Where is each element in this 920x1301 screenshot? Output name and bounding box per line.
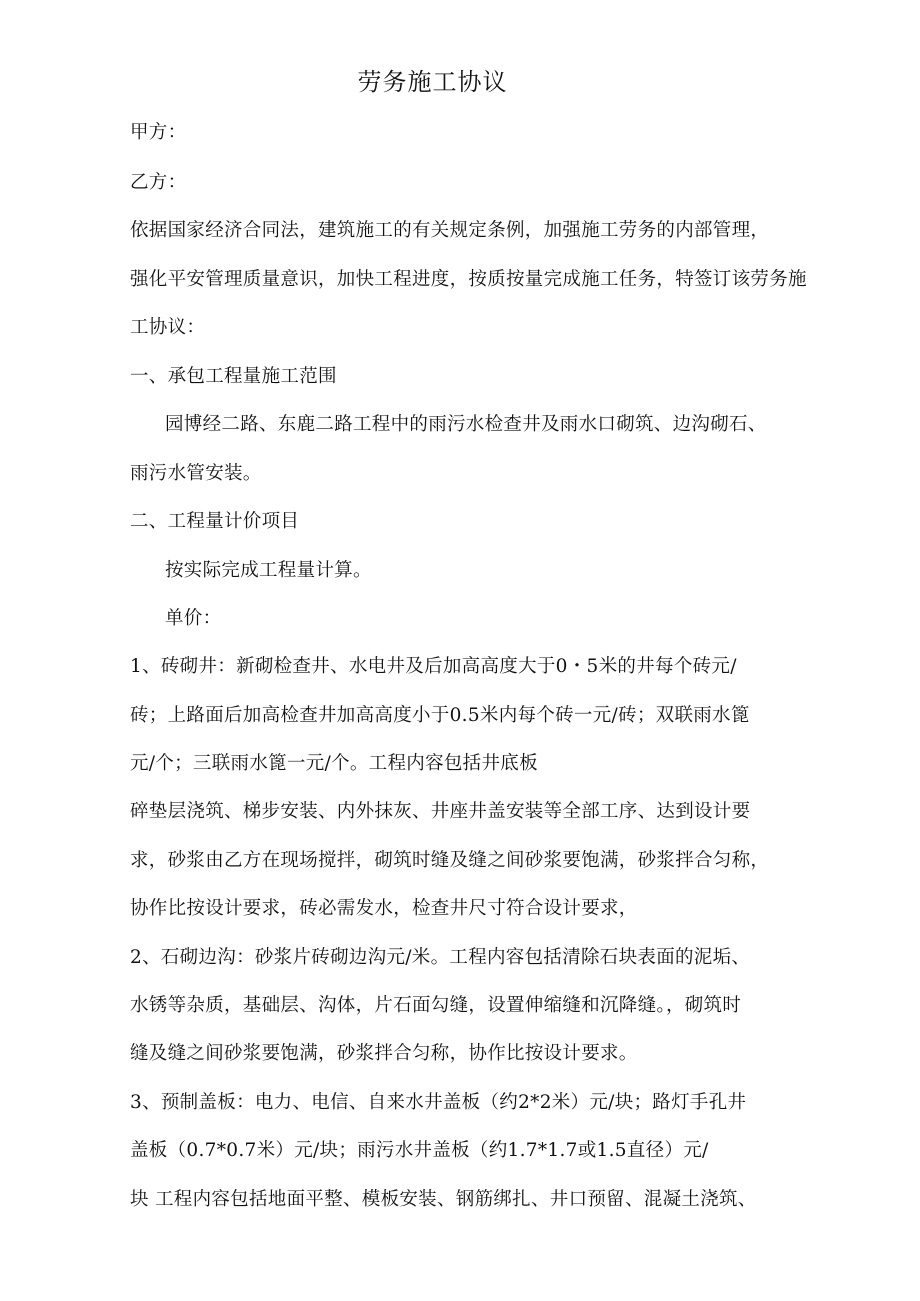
paragraph-line: 水锈等杂质，基础层、沟体，片石面勾缝，设置伸缩缝和沉降缝。，砌筑时 [130, 995, 742, 1016]
paragraph-line: 元/个；三联雨水篦一元/个。工程内容包括井底板 [130, 753, 538, 774]
section-heading: 二、工程量计价项目 [130, 511, 300, 532]
paragraph-line: 1、砖砌井：新砌检查井、水电井及后加高高度大于0・5米的井每个砖元/ [130, 656, 737, 677]
paragraph-line: 依据国家经济合同法，建筑施工的有关规定条例，加强施工劳务的内部管理， [130, 220, 770, 241]
paragraph-line: 2、石砌边沟：砂浆片砖砌边沟元/米。工程内容包括清除石块表面的泥垢、 [130, 947, 751, 968]
party-b-line: 乙方： [130, 172, 187, 193]
paragraph-line: 雨污水管安装。 [130, 463, 262, 484]
paragraph-line: 块 工程内容包括地面平整、模板安装、钢筋绑扎、井口预留、混凝土浇筑、 [130, 1189, 757, 1210]
paragraph-line: 强化平安管理质量意识，加快工程进度，按质按量完成施工任务，特签订该劳务施 [130, 269, 807, 290]
paragraph-line: 工协议： [130, 317, 206, 338]
section-heading: 一、承包工程量施工范围 [130, 366, 337, 387]
paragraph-line: 碎垫层浇筑、梯步安装、内外抹灰、井座井盖安装等全部工序、达到设计要 [130, 801, 751, 822]
paragraph-line: 按实际完成工程量计算。 [165, 560, 372, 581]
paragraph-line: 协作比按设计要求，砖必需发水，检查井尺寸符合设计要求， [130, 898, 638, 919]
paragraph-line: 缝及缝之间砂浆要饱满，砂浆拌合匀称，协作比按设计要求。 [130, 1043, 638, 1064]
paragraph-line: 砖；上路面后加高检查井加高高度小于0.5米内每个砖一元/砖；双联雨水篦 [130, 705, 750, 726]
paragraph-line: 3、预制盖板：电力、电信、自来水井盖板（约2*2米）元/块；路灯手孔井 [130, 1092, 747, 1113]
paragraph-line: 盖板（0.7*0.7米）元/块；雨污水井盖板（约1.7*1.7或1.5直径）元/ [130, 1140, 709, 1161]
document-title: 劳务施工协议 [357, 68, 508, 96]
party-a-line: 甲方： [130, 122, 187, 143]
paragraph-line: 园博经二路、东鹿二路工程中的雨污水检查井及雨水口砌筑、边沟砌石、 [165, 414, 767, 435]
paragraph-line: 单价： [165, 608, 222, 629]
paragraph-line: 求，砂浆由乙方在现场搅拌，砌筑时缝及缝之间砂浆要饱满，砂浆拌合匀称， [130, 850, 770, 871]
